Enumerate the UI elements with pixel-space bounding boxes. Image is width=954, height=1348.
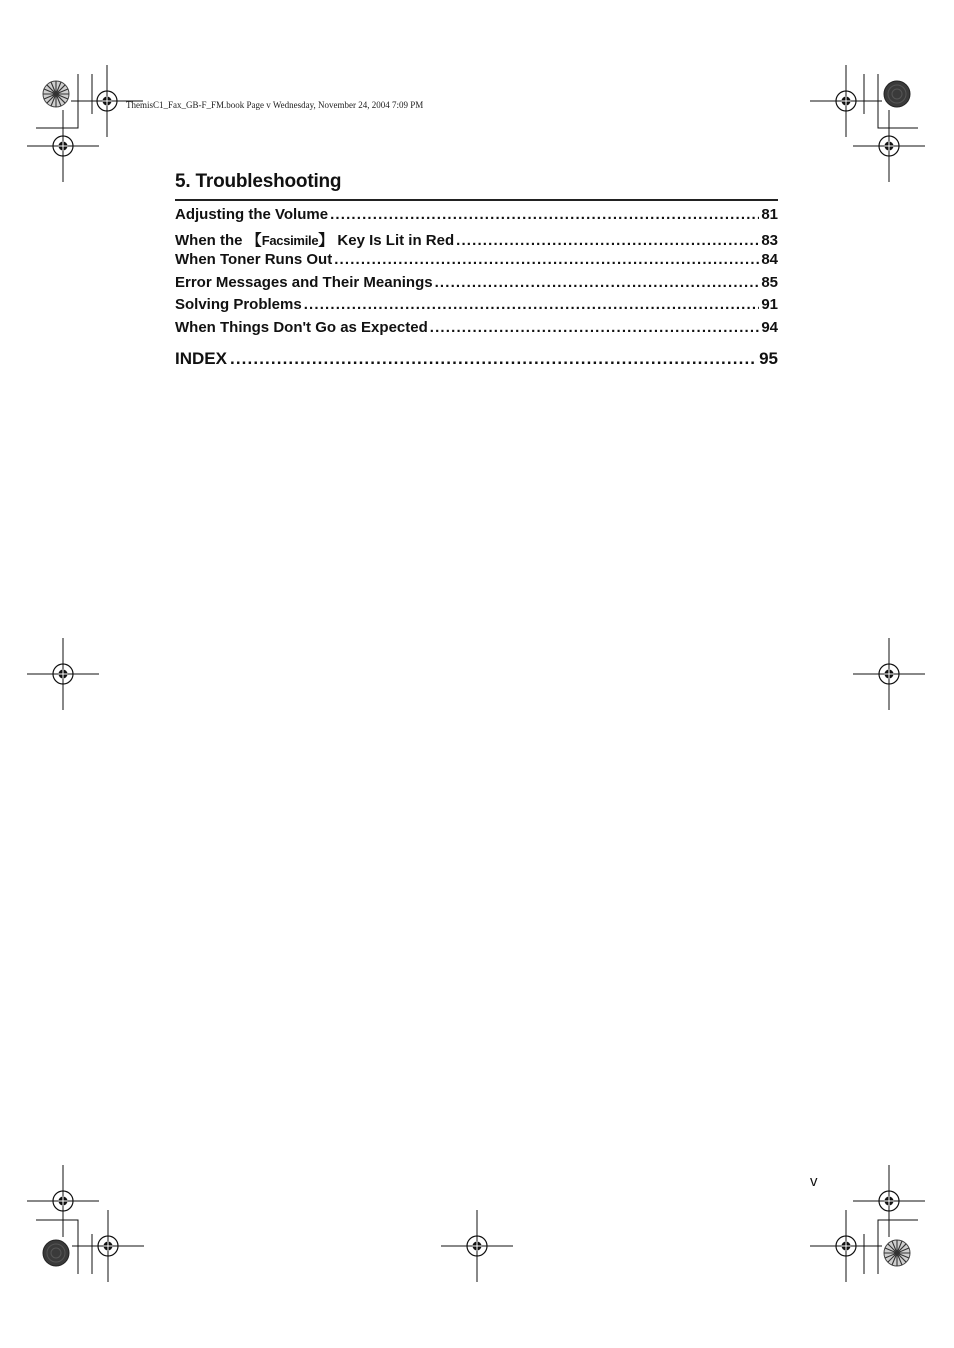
color-target-icon — [43, 81, 69, 107]
registration-mark-icon — [853, 110, 925, 182]
toc-entry-title: Solving Problems — [175, 296, 302, 314]
registration-mark-icon — [27, 1165, 99, 1237]
registration-mark-icon — [810, 65, 882, 137]
registration-mark-icon — [853, 638, 925, 710]
toc-entry-title: When Things Don't Go as Expected — [175, 318, 428, 336]
toc-entry-title: Adjusting the Volume — [175, 206, 329, 223]
toc-entry-page: 85 — [761, 273, 778, 291]
color-target-icon — [43, 1240, 69, 1266]
registration-mark-icon — [72, 1210, 144, 1282]
index-page: 95 — [759, 349, 778, 368]
toc-entry-page: 94 — [761, 318, 778, 336]
registration-mark-icon — [853, 1165, 925, 1237]
title-prefix: When the — [175, 231, 247, 249]
page-number: v — [810, 1173, 818, 1190]
key-bracket-close: 】 — [318, 231, 334, 249]
index-title: INDEX — [175, 349, 227, 368]
color-target-icon — [884, 1240, 910, 1266]
toc-entry-title: Error Messages and Their Meanings — [175, 273, 433, 291]
toc-entry-page: 81 — [761, 206, 778, 223]
registration-mark-icon — [27, 110, 99, 182]
toc-entry-page: 83 — [761, 231, 778, 249]
chapter-title: 5. Troubleshooting — [175, 171, 778, 201]
key-bracket-open: 【 — [246, 231, 262, 249]
registration-mark-icon — [71, 65, 143, 137]
registration-mark-icon — [810, 1210, 882, 1282]
color-target-icon — [884, 81, 910, 107]
registration-mark-icon — [27, 638, 99, 710]
toc-entry-page: 91 — [761, 296, 778, 314]
facsimile-key-label: Facsimile — [261, 232, 319, 248]
print-slug: ThemisC1_Fax_GB-F_FM.book Page v Wednesday, November 24, 2004 7:09 PM — [126, 100, 424, 110]
title-suffix: Key Is Lit in Red — [333, 231, 455, 249]
toc-entry-title: When Toner Runs Out — [175, 251, 333, 269]
registration-mark-icon — [441, 1210, 513, 1282]
toc-entry-page: 84 — [761, 251, 778, 269]
